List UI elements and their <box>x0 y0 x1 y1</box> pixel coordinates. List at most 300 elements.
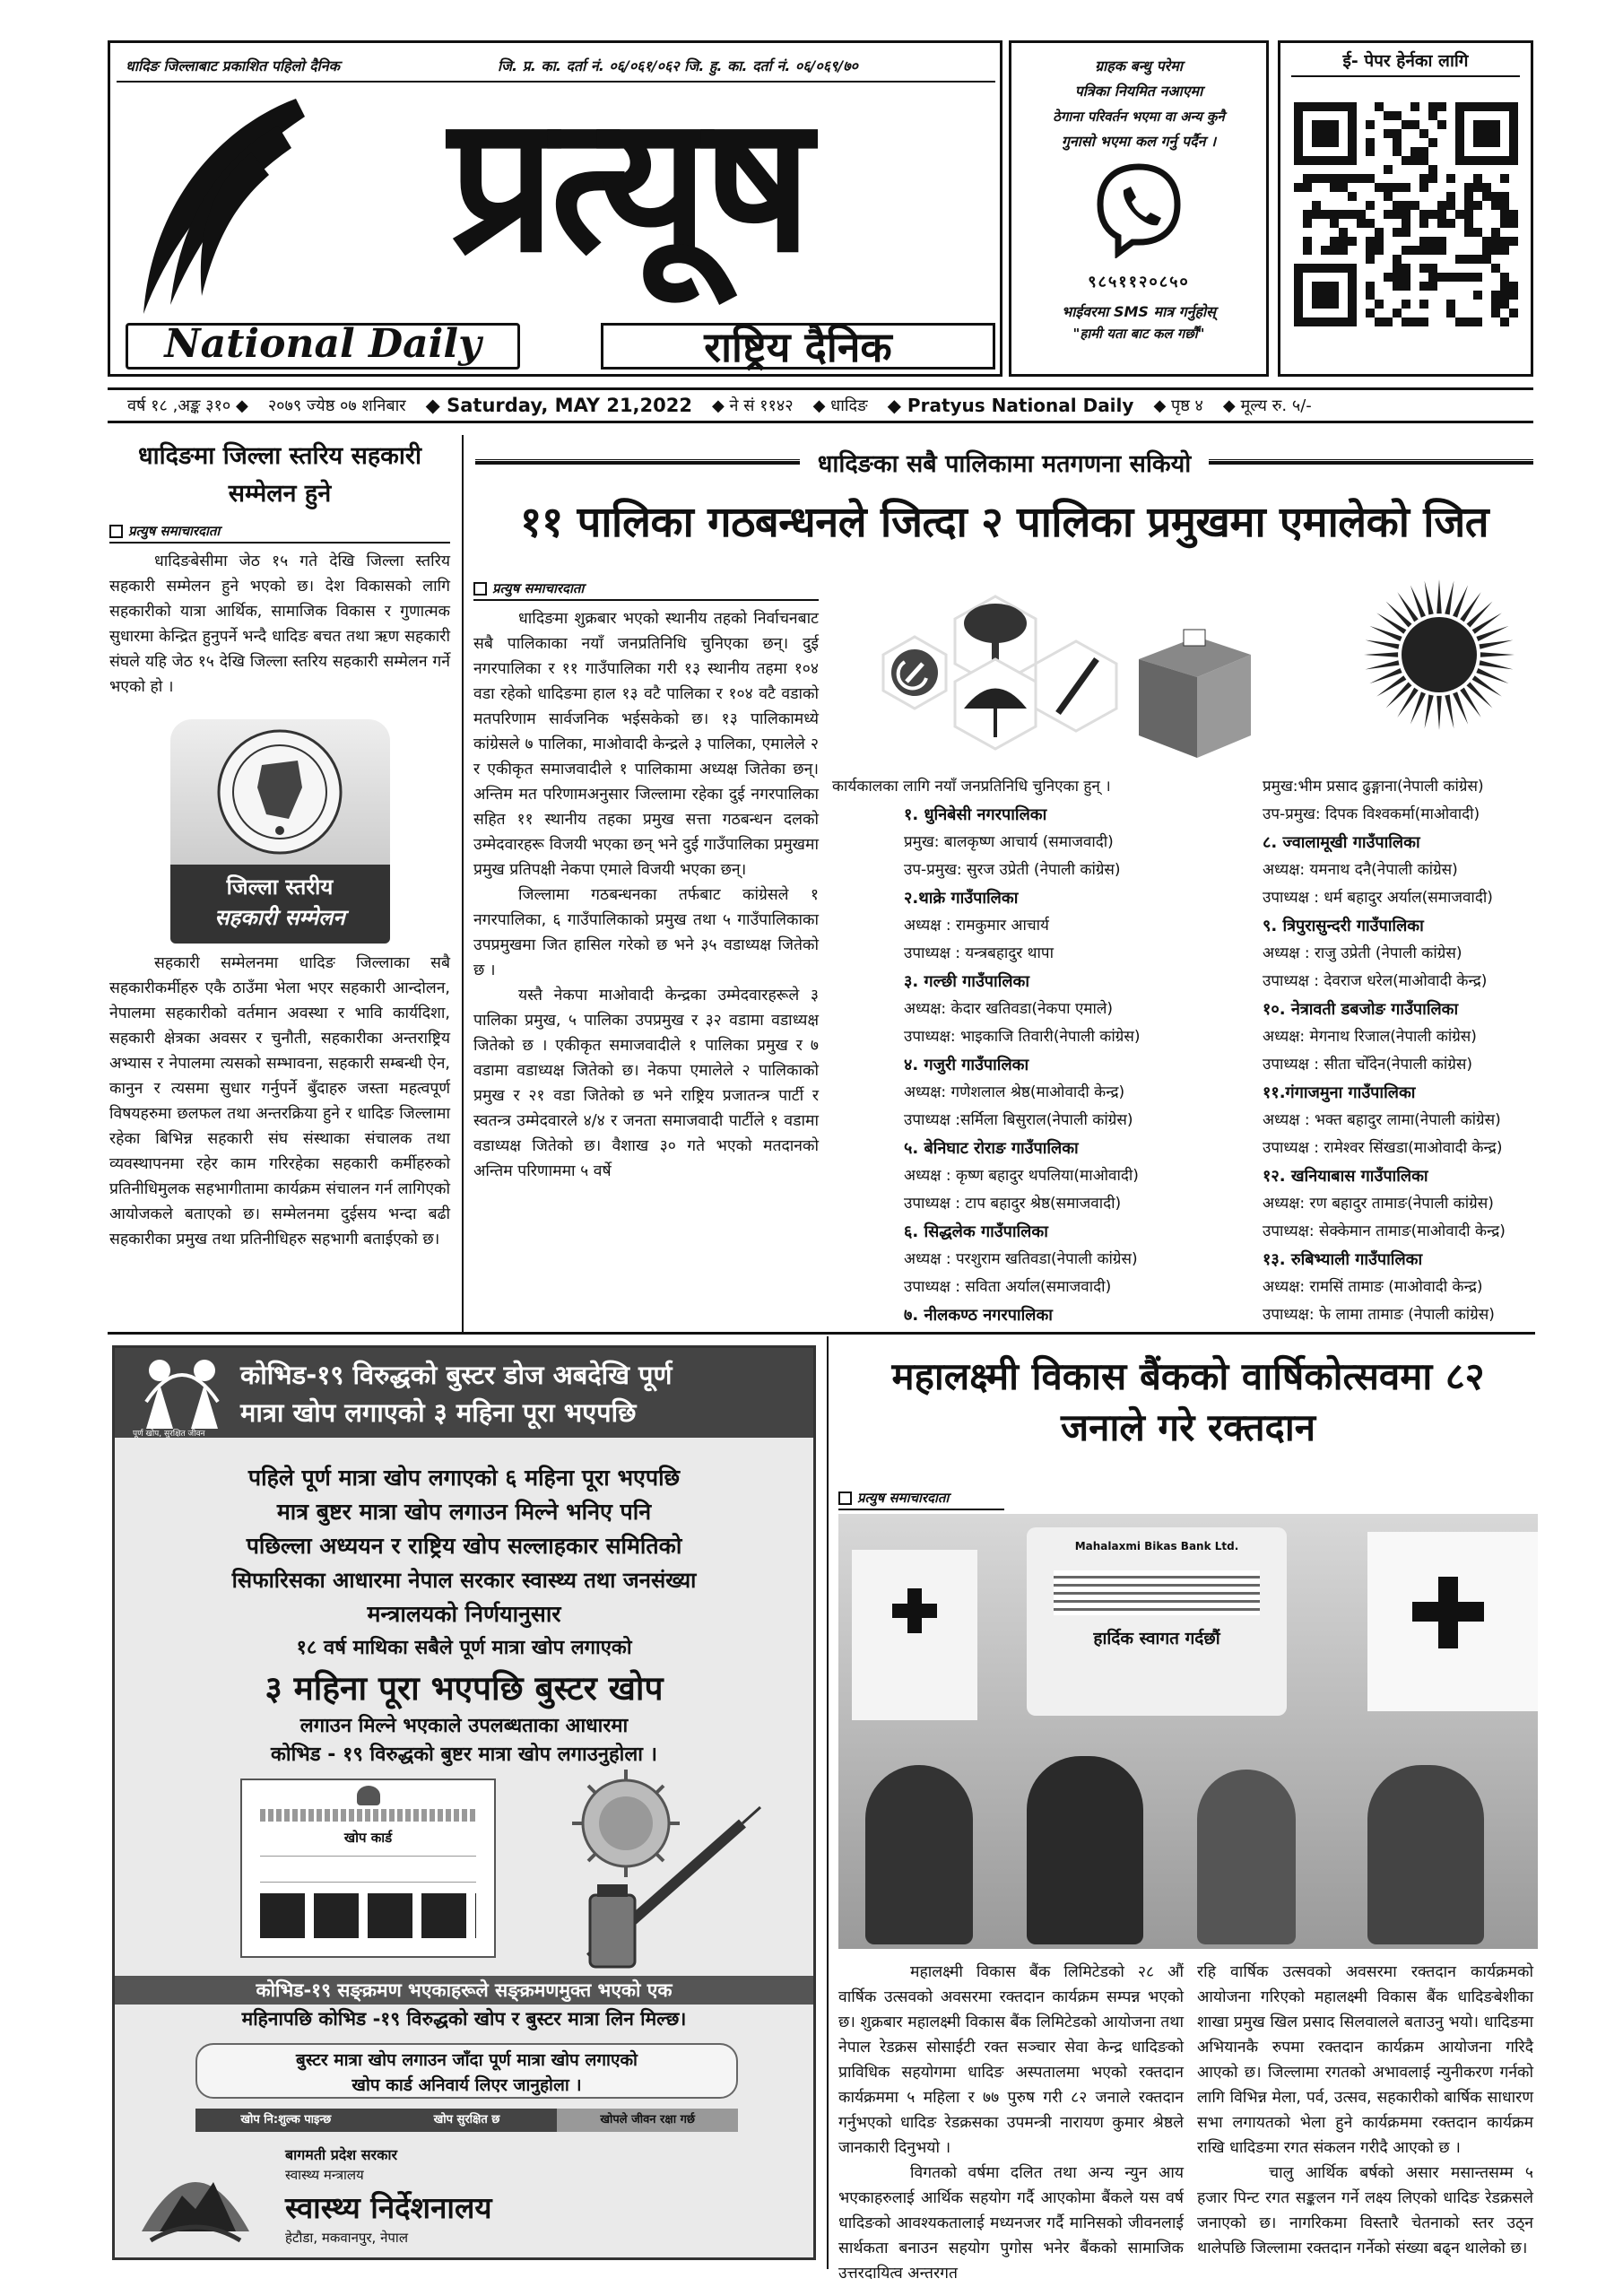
qr-module <box>1330 210 1339 219</box>
blood-headline-1: महालक्ष्मी विकास बैंकको वार्षिकोत्सवमा ८२ <box>891 1354 1485 1398</box>
qr-module <box>1366 147 1375 156</box>
qr-module <box>1428 174 1437 183</box>
qr-module <box>1410 147 1419 156</box>
sun-ray <box>1467 683 1493 709</box>
qr-module <box>1500 201 1509 210</box>
red-cross-icon <box>907 1588 922 1633</box>
qr-module <box>1402 246 1410 255</box>
result-line: उपाध्यक्ष : धर्म बहादुर अर्याल(समाजवादी) <box>1263 889 1493 907</box>
qr-module <box>1419 317 1428 326</box>
qr-module <box>1375 237 1384 246</box>
qr-module <box>1330 246 1339 255</box>
result-line: अध्यक्ष: रण बहादुर तामाङ(नेपाली कांग्रेस) <box>1263 1195 1494 1213</box>
qr-module <box>1339 228 1348 237</box>
qr-module <box>1437 273 1446 282</box>
blood-byline <box>838 1489 1004 1510</box>
qr-module <box>1348 192 1357 201</box>
qr-module <box>1500 291 1509 300</box>
dateline-page: ◆ पृष्ठ ४ <box>1153 396 1203 415</box>
sun-ray <box>1445 694 1454 728</box>
qr-module <box>1402 183 1410 192</box>
umbrella-icon <box>955 659 1036 749</box>
vaccine-card-header <box>260 1809 476 1822</box>
qr-module <box>1402 156 1410 165</box>
red-cross-flag <box>852 1550 977 1720</box>
sun-ray <box>1436 696 1442 730</box>
qr-module <box>1437 102 1446 111</box>
qr-module <box>1357 219 1366 228</box>
qr-module <box>1482 192 1491 201</box>
left-article <box>109 438 450 1252</box>
byline-text: प्रत्युष समाचारदाता <box>492 580 585 596</box>
nepali-name: राष्ट्रिय दैनिक <box>704 323 892 371</box>
qr-finder <box>1312 120 1339 147</box>
qr-module <box>1509 237 1518 246</box>
qr-module <box>1437 210 1446 219</box>
lead-body-p2: जिल्लामा गठबन्धनका तर्फबाट कांग्रेसले १ नगरपालिका, ६ गाउँपालिकाको प्रमुख तथा ५ गाउँपालिकाका उपप्रमुखमा जित हासिल गरेको छ भने ३५ वडाध्यक्ष जितेको छ । <box>473 886 819 979</box>
qr-module <box>1491 291 1500 300</box>
qr-module <box>1428 165 1437 174</box>
sun-disc <box>1402 617 1477 692</box>
qr-module <box>1509 219 1518 228</box>
qr-module <box>1321 210 1330 219</box>
qr-module <box>1491 192 1500 201</box>
vaccine-card-lines <box>260 1856 476 1883</box>
qr-module <box>1402 264 1410 273</box>
byline-box-icon <box>473 582 487 596</box>
qr-module <box>1366 120 1375 129</box>
qr-module <box>1375 228 1384 237</box>
qr-module <box>1437 246 1446 255</box>
left-article-title-1: धादिङमा जिल्ला स्तरिय सहकारी <box>138 442 421 470</box>
qr-module <box>1428 246 1437 255</box>
lead-col2-intro: कार्यकालका लागि नयाँ जनप्रतिनिधि चुनिएका हुन् । <box>832 778 1111 796</box>
qr-module <box>1303 246 1312 255</box>
qr-module <box>1294 183 1303 192</box>
qr-module <box>1473 201 1482 210</box>
qr-module <box>1402 273 1410 282</box>
covid-ad-line: लगाउन मिल्ने भएकाले उपलब्धताका आधारमा <box>299 1715 629 1737</box>
covid-ad-boxed-1: बुस्टर मात्रा खोप लगाउन जाँदा पूर्ण मात्रा खोप लगाएको <box>296 2050 638 2070</box>
covid-ad-footer-tags <box>195 2109 738 2132</box>
ministry-line-2: स्वास्थ्य मन्त्रालय <box>285 2167 364 2183</box>
qr-module <box>1446 219 1455 228</box>
directorate-name: स्वास्थ्य निर्देशनालय <box>285 2190 492 2225</box>
qr-module <box>1464 210 1473 219</box>
epaper-box <box>1278 40 1533 377</box>
result-line: अध्यक्ष: मेगनाथ रिजाल(नेपाली कांग्रेस) <box>1263 1028 1477 1046</box>
qr-module <box>1446 273 1455 282</box>
qr-module <box>1366 174 1375 183</box>
donors-group <box>838 1738 1538 1949</box>
sun-ray <box>1364 652 1398 657</box>
notice-line: ग्राहक बन्धु परेमा <box>1095 57 1183 74</box>
qr-module <box>1473 174 1482 183</box>
dateline-price: ◆ मूल्य रु. ५/- <box>1222 396 1312 415</box>
result-line: प्रमुख: बालकृष्ण आचार्य (समाजवादी) <box>904 833 1114 851</box>
qr-module <box>1339 174 1348 183</box>
masthead-registration: जि. प्र. का. दर्ता नं. ०६/०६१/०६२ जि. हु. का. दर्ता नं. ०६/०६९/७० <box>498 57 858 74</box>
qr-module <box>1437 237 1446 246</box>
qr-module <box>1366 255 1375 264</box>
qr-module <box>1419 129 1428 138</box>
municipality-heading: ९. त्रिपुरासुन्दरी गाउँपालिका <box>1263 917 1424 935</box>
blood-col2 <box>1197 1960 1533 2261</box>
qr-module <box>1330 174 1339 183</box>
result-line: अध्यक्ष: रामसिं तामाङ (माओवादी केन्द्र) <box>1263 1278 1483 1296</box>
qr-module <box>1500 282 1509 291</box>
municipality-heading: ५. बेनिघाट रोराङ गाउँपालिका <box>904 1139 1079 1158</box>
cooperative-banner-line-2: सहकारी सम्मेलन <box>214 905 345 930</box>
sun-ray <box>1386 602 1412 628</box>
qr-module <box>1303 183 1312 192</box>
lead-body-p1: धादिङमा शुक्रबार भएको स्थानीय तहको निर्वाचनबाट सबै पालिकाका नयाँ जनप्रतिनिधि चुनिएका छन्। दुई नगरपालिका र ११ गाउँपालिका गरी १३ स्थानीय तहमा १०४ वडा रहेको धादिङमा हाल १३ वटै पालिका र १०४ वटै वडाको मतपरिणाम सार्वजनिक भईसकेको छ। १३ पालिकामध्ये कांग्रेसले ७ पालिका, माओवादी केन्द्रले ३ पालिका, एमालेले २ र एकीकृत समाजवादीले १ पालिकामा अध्यक्ष जितेका छन्। अन्तिम मत परिणामअनुसार जिल्लामा रहेका दुई नगरपालिका सहित ११ स्थानीय तहका प्रमुख सत्ता गठबन्धन दलको उम्मेदवारहरू विजयी भएका छन् भने दुई गाउँपालिका प्रमुखमा प्रमुख प्रतिपक्षी नेकपा एमाले विजयी भएका छन्। <box>473 610 819 879</box>
blood-headline-2: जनाले गरे रक्तदान <box>1060 1405 1316 1449</box>
qr-module <box>1339 246 1348 255</box>
qr-module <box>1509 309 1518 317</box>
qr-module <box>1455 210 1464 219</box>
byline-box-icon <box>838 1492 852 1505</box>
qr-module <box>1357 174 1366 183</box>
qr-module <box>1428 273 1437 282</box>
result-line: प्रमुख:भीम प्रसाद ढुङ्गाना(नेपाली कांग्रेस) <box>1263 778 1484 796</box>
covid-ad-bottom-2: महिनापछि कोभिड -१९ विरुद्धको खोप र बुस्टर मात्रा लिन मिल्छ। <box>241 2008 687 2030</box>
municipality-heading: २.थाक्रे गाउँपालिका <box>904 889 1019 908</box>
qr-module <box>1500 174 1509 183</box>
byline-text: प्रत्युष समाचारदाता <box>857 1490 950 1506</box>
kicker-row <box>475 444 1533 480</box>
qr-module <box>1384 192 1393 201</box>
blood-col1 <box>838 1960 1184 2286</box>
kicker-rule-left <box>475 459 800 465</box>
municipality-heading: ११.गंगाजमुना गाउँपालिका <box>1263 1083 1416 1102</box>
result-line: उप-प्रमुख: दिपक विश्वकर्मा(माओवादी) <box>1263 805 1480 823</box>
result-line: अध्यक्ष: गणेशलाल श्रेष्ठ(माओवादी केन्द्र) <box>904 1083 1125 1101</box>
donor-figure <box>865 1765 973 1944</box>
qr-module <box>1375 300 1384 309</box>
family-icon <box>133 1352 231 1433</box>
qr-module <box>1509 291 1518 300</box>
qr-module <box>1348 237 1357 246</box>
municipality-heading: १३. रुबिभ्याली गाउँपालिका <box>1263 1250 1423 1269</box>
qr-module <box>1473 183 1482 192</box>
qr-module <box>1393 111 1402 120</box>
qr-module <box>1473 228 1482 237</box>
qr-module <box>1419 300 1428 309</box>
qr-module <box>1491 309 1500 317</box>
qr-module <box>1312 210 1321 219</box>
qr-module <box>1375 102 1384 111</box>
blood-donation-photo <box>838 1514 1538 1949</box>
qr-module <box>1330 183 1339 192</box>
left-article-intro: धादिङबेसीमा जेठ १५ गते देखि जिल्ला स्तरिय सहकारी सम्मेलन हुने भएको छ। देश विकासको लागि सहकारीको यात्रा आर्थिक, सामाजिक विकास र गुणात्मक सुधारमा केन्द्रित हुनुपर्ने भन्दै धादिङ बचत तथा ऋण सहकारी संघले यहि जेठ १५ देखि जिल्ला स्तरिय सहकारी सम्मेलन गर्ने भएको हो । <box>109 552 450 696</box>
qr-module <box>1419 219 1428 228</box>
covid-ad-highlight: ३ महिना पूरा भएपछि बुस्टर खोप <box>265 1669 664 1708</box>
qr-module <box>1402 219 1410 228</box>
bottom-column-rule <box>827 1336 829 2269</box>
qr-module <box>1366 237 1375 246</box>
lead-headline: ११ पालिका गठबन्धनले जित्दा २ पालिका प्रमुखमा एमालेको जित <box>519 498 1489 547</box>
footer-tag: खोप नि:शुल्क पाइन्छ <box>240 2113 332 2126</box>
qr-module <box>1393 228 1402 237</box>
qr-module <box>1366 282 1375 291</box>
event-banner <box>1027 1527 1287 1716</box>
qr-module <box>1473 255 1482 264</box>
viber-note: भाईवरमा SMS मात्र गर्नुहोस् <box>1062 303 1216 320</box>
sun-ray <box>1479 660 1513 669</box>
qr-module <box>1482 183 1491 192</box>
qr-module <box>1366 138 1375 147</box>
qr-module <box>1428 102 1437 111</box>
results-list-col2 <box>832 801 1186 1329</box>
qr-module <box>1455 255 1464 264</box>
lead-col3 <box>1263 773 1536 1329</box>
sun-ray <box>1386 683 1412 709</box>
qr-module <box>1428 282 1437 291</box>
qr-code-icon <box>1294 102 1518 326</box>
lead-body-p3: यस्तै नेकपा माओवादी केन्द्रका उम्मेदवारहरूले ३ पालिका प्रमुख, ५ पालिका उपप्रमुख र ३२ वडामा वडाध्यक्ष जितेको छ । एकीकृत समाजवादीले १ पालिका प्रमुख र ७ वडामा वडाध्यक्ष जितेको छ। नेकपा एमालेले २ पालिकाको प्रमुख र २१ वडा जितेको छ भने राष्ट्रिय प्रजातन्त्र पार्टी र स्वतन्त्र उम्मेदवारले ४/४ र जनता समाजवादी पार्टीले १ वडामा वडाध्यक्ष जितेको छ। वैशाख ३० गते भएको मतदानको अन्तिम परिणाममा ५ वर्षे <box>473 987 819 1180</box>
qr-module <box>1500 273 1509 282</box>
result-line: उपाध्यक्ष : सविता अर्याल(समाजवादी) <box>904 1278 1112 1296</box>
qr-module <box>1455 273 1464 282</box>
qr-module <box>1402 210 1410 219</box>
qr-module <box>1366 291 1375 300</box>
result-line: उपाध्यक्ष: भाइकाजि तिवारी(नेपाली कांग्रेस) <box>904 1028 1141 1046</box>
dateline-place: ◆ धादिङ <box>812 396 868 415</box>
qr-module <box>1393 183 1402 192</box>
hammer-sickle-icon <box>883 637 946 709</box>
blood-col1-p1: महालक्ष्मी विकास बैंक लिमिटेडको २८ औं वार्षिक उत्सवको अवसरमा रक्तदान कार्यक्रम सम्पन्न भएको छ। शुक्रबार महालक्ष्मी विकास बैंक लिमिटेडको आयोजना तथा नेपाल रेडक्रस सोसाईटी रक्त सञ्चार सेवा केन्द्र धादिङको प्राविधिक सहयोगमा धादिङ अस्पतालमा भएको रक्तदान कार्यक्रममा ५ महिला र ७७ पुरुष गरी ८२ जनाले रक्तदान गर्नुभएको धादिङ रेडक्रसका उपमन्त्री नारायण कुमार श्रेष्ठले जानकारी दिनुभयो । <box>838 1963 1184 2157</box>
sun-ray <box>1436 579 1442 613</box>
result-line: उपाध्यक्ष : यन्त्रबहादुर थापा <box>904 944 1054 962</box>
dateline-reg: ◆ ने सं ११४२ <box>711 396 794 415</box>
covid-ad-line: १८ वर्ष माथिका सबैले पूर्ण मात्रा खोप लगाएको <box>296 1637 632 1659</box>
result-line: अध्यक्ष : राजु उप्रेती (नेपाली कांग्रेस) <box>1263 944 1462 962</box>
party-symbols-illustration <box>829 574 1533 762</box>
covid-ad <box>112 1345 816 2260</box>
qr-module <box>1393 282 1402 291</box>
donor-figure <box>1367 1765 1484 1944</box>
qr-module <box>1402 300 1410 309</box>
qr-module <box>1330 237 1339 246</box>
qr-module <box>1491 228 1500 237</box>
result-line: उपाध्यक्ष : सीता चोँदेन(नेपाली कांग्रेस) <box>1263 1056 1473 1074</box>
municipality-heading: ६. सिद्धलेक गाउँपालिका <box>904 1222 1048 1241</box>
covid-ad-line: मन्त्रालयको निर्णयानुसार <box>367 1601 561 1627</box>
result-line: अध्यक्ष: यमनाथ दनै(नेपाली कांग्रेस) <box>1263 861 1458 879</box>
municipality-heading: १२. खनियाबास गाउँपालिका <box>1263 1167 1428 1186</box>
byline-text: प्रत्युष समाचारदाता <box>128 523 221 539</box>
covid-ad-small-caption: पूर्ण खोप, सुरक्षित जीवन <box>133 1430 205 1439</box>
result-line: उपाध्यक्ष : देवराज धरेल(माओवादी केन्द्र) <box>1263 972 1488 990</box>
qr-module <box>1500 246 1509 255</box>
notice-line: गुनासो भएमा कल गर्नु पर्दैन । <box>1061 133 1217 150</box>
sun-ray <box>1445 581 1454 615</box>
event-banner-welcome: हार्दिक स्वागत गर्दछौं <box>1093 1629 1220 1648</box>
qr-module <box>1410 102 1419 111</box>
qr-module <box>1303 237 1312 246</box>
qr-module <box>1500 192 1509 201</box>
qr-module <box>1366 201 1375 210</box>
qr-module <box>1410 156 1419 165</box>
qr-module <box>1402 282 1410 291</box>
result-line: अध्यक्ष : रामकुमार आचार्य <box>904 917 1049 935</box>
result-line: अध्यक्ष : कृष्ण बहादुर थपलिया(माओवादी) <box>904 1167 1139 1185</box>
result-line: उपाध्यक्ष :सर्मिला बिसुराल(नेपाली कांग्रेस) <box>904 1111 1133 1129</box>
covid-ad-line: मात्र बुष्टर मात्रा खोप लगाउन मिल्ने भनिए पनि <box>276 1499 652 1525</box>
qr-module <box>1375 317 1384 326</box>
footer-tag: खोपले जीवन रक्षा गर्छ <box>557 2109 738 2132</box>
sun-ray <box>1425 694 1434 728</box>
qr-module <box>1500 317 1509 326</box>
qr-module <box>1446 192 1455 201</box>
covid-ad-line: कोभिड - १९ विरुद्धको बुष्टर मात्रा खोप लगाउनुहोला । <box>271 1744 657 1766</box>
sun-ray <box>1480 652 1515 657</box>
cooperative-emblem-icon <box>213 725 347 859</box>
result-line: अध्यक्ष: केदार खतिवडा(नेकपा एमाले) <box>904 1000 1114 1018</box>
covid-ad-line: पहिले पूर्ण मात्रा खोप लगाएको ६ महिना पूरा भएपछि <box>247 1465 681 1491</box>
left-column-rule <box>462 435 464 1332</box>
qr-module <box>1473 273 1482 282</box>
notice-box <box>1009 40 1269 377</box>
qr-module <box>1491 264 1500 273</box>
vaccine-card <box>240 1779 496 1958</box>
qr-module <box>1330 219 1339 228</box>
qr-module <box>1384 273 1393 282</box>
qr-module <box>1375 183 1384 192</box>
covid-ad-bottom-1: कोभिड-१९ सङ्क्रमण भएकाहरूले सङ्क्रमणमुक्त भएको एक <box>115 1976 813 2005</box>
municipality-heading: ३. गल्छी गाउँपालिका <box>904 972 1030 991</box>
qr-module <box>1428 237 1437 246</box>
qr-module <box>1410 317 1419 326</box>
municipality-heading: ७. नीलकण्ठ नगरपालिका <box>904 1306 1053 1325</box>
qr-module <box>1384 317 1393 326</box>
qr-module <box>1482 246 1491 255</box>
qr-module <box>1348 174 1357 183</box>
qr-module <box>1375 246 1384 255</box>
qr-module <box>1491 237 1500 246</box>
qr-module <box>1393 255 1402 264</box>
qr-module <box>1393 264 1402 273</box>
qr-module <box>1464 255 1473 264</box>
covid-ad-line: पछिल्ला अध्ययन र राष्ट्रिय खोप सल्लाहकार समितिको <box>246 1533 682 1559</box>
qr-module <box>1437 219 1446 228</box>
left-article-title-2: सम्मेलन हुने <box>228 480 332 508</box>
kicker: धादिङका सबै पालिकामा मतगणना सकियो <box>817 449 1192 478</box>
qr-module <box>1464 228 1473 237</box>
qr-module <box>1312 201 1321 210</box>
lead-col1 <box>473 579 819 1184</box>
qr-module <box>1366 246 1375 255</box>
qr-module <box>1491 300 1500 309</box>
masthead-tagline: धादिङ जिल्लाबाट प्रकाशित पहिलो दैनिक <box>126 57 340 74</box>
qr-module <box>1393 309 1402 317</box>
logo-text: प्रत्यूष <box>448 73 807 294</box>
qr-module <box>1321 246 1330 255</box>
qr-module <box>1419 147 1428 156</box>
qr-module <box>1428 138 1437 147</box>
dateline-volume: वर्ष १८ ,अङ्क ३१० ◆ <box>127 396 248 415</box>
qr-module <box>1410 201 1419 210</box>
qr-module <box>1321 174 1330 183</box>
qr-module <box>1393 147 1402 156</box>
vaccine-card-table <box>260 1893 476 1938</box>
byline-box-icon <box>109 525 123 538</box>
lead-col2 <box>832 773 1186 1329</box>
qr-module <box>1384 165 1393 174</box>
qr-module <box>1500 219 1509 228</box>
qr-module <box>1464 219 1473 228</box>
viber-number: ९८५११२०८५० <box>1088 273 1190 291</box>
qr-module <box>1339 237 1348 246</box>
qr-module <box>1419 237 1428 246</box>
nepal-emblem-icon <box>357 1786 380 1805</box>
vaccine-card-label: खोप कार्ड <box>343 1830 393 1846</box>
qr-module <box>1419 210 1428 219</box>
qr-module <box>1500 210 1509 219</box>
qr-module <box>1509 210 1518 219</box>
qr-module <box>1491 246 1500 255</box>
sun-ray <box>1467 602 1493 628</box>
qr-module <box>1303 210 1312 219</box>
ballot-box-icon <box>1139 630 1251 758</box>
qr-module <box>1402 201 1410 210</box>
red-cross-icon <box>1438 1577 1458 1648</box>
cooperative-banner-band <box>170 865 390 944</box>
qr-module <box>1482 237 1491 246</box>
event-banner-lines <box>1054 1570 1260 1615</box>
directorate-address: हेटौडा, मकवानपुर, नेपाल <box>285 2230 408 2246</box>
qr-module <box>1473 291 1482 300</box>
qr-module <box>1482 255 1491 264</box>
qr-module <box>1419 183 1428 192</box>
qr-module <box>1348 210 1357 219</box>
dateline-date-en: ◆ Saturday, MAY 21,2022 <box>425 395 692 416</box>
result-line: उप-प्रमुख: सुरज उप्रेती (नेपाली कांग्रेस) <box>904 861 1121 879</box>
notice-line: ठेगाना परिवर्तन भएमा वा अन्य कुनै <box>1053 109 1225 125</box>
sun-ray <box>1425 581 1434 615</box>
qr-module <box>1312 174 1321 183</box>
blood-col2-p1: रहि वार्षिक उत्सवको अवसरमा रक्तदान कार्यक्रमको आयोजना गरिएको महालक्ष्मी विकास बैंक धादिङबेशीका शाखा प्रमुख खिल प्रसाद सिलवालले बताउनु भयो। धादिङमा अभियानकै रुपमा रक्तदान कार्यक्रम आयोजना गरिदै आएको छ। जिल्लामा रगतको अभावलाई न्युनीकरण गर्नको लागि विभिन्न मेला, पर्व, उत्सव, सहकारीको बार्षिक साधारण सभा लगायतको भेला हुने कार्यक्रममा रक्तदान कार्यक्रम राखि धादिङमा रगत संकलन गरीदै आएको छ । <box>1197 1963 1533 2157</box>
qr-module <box>1303 219 1312 228</box>
sun-ray <box>1479 640 1513 649</box>
viber-quote: "हामी यता बाट कल गर्छौं" <box>1072 326 1205 342</box>
result-line: उपाध्यक्ष : रामेश्वर सिंखडा(माओवादी केन्द्र) <box>1263 1139 1503 1157</box>
qr-module <box>1410 246 1419 255</box>
donor-figure <box>1027 1756 1143 1944</box>
epaper-label: ई- पेपर हेर्नका लागि <box>1291 48 1520 77</box>
qr-module <box>1393 201 1402 210</box>
qr-module <box>1500 237 1509 246</box>
pen-icon <box>1036 641 1116 731</box>
footer-tag: खोप सुरक्षित छ <box>433 2113 500 2126</box>
sun-symbol-icon <box>1364 579 1515 730</box>
sun-ray <box>1366 640 1400 649</box>
qr-module <box>1437 120 1446 129</box>
municipality-heading: १. धुनिबेसी नगरपालिका <box>904 805 1047 824</box>
qr-module <box>1464 192 1473 201</box>
qr-module <box>1446 300 1455 309</box>
municipality-heading: ४. गजुरी गाउँपालिका <box>904 1056 1029 1074</box>
qr-module <box>1509 282 1518 291</box>
qr-module <box>1303 174 1312 183</box>
qr-module <box>1464 183 1473 192</box>
lead-byline <box>473 579 819 601</box>
donor-figure <box>1197 1770 1296 1944</box>
qr-module <box>1473 317 1482 326</box>
dateline-date-np: २०७९ ज्येष्ठ ०७ शनिबार <box>267 396 406 415</box>
blood-col2-p2: चालु आर्थिक बर्षको असार मसान्तसम्म ५ हजार पिन्ट रगत सङ्कलन गर्ने लक्ष्य लिएको धादिङ रेडक्रसले जनाएको छ। नागरिकमा विस्तारै चेतनाको स्तर उठ्न थालेपछि जिल्लामा रक्तदान गर्नेको संख्या बढ्न थालेको छ। <box>1197 2164 1533 2257</box>
